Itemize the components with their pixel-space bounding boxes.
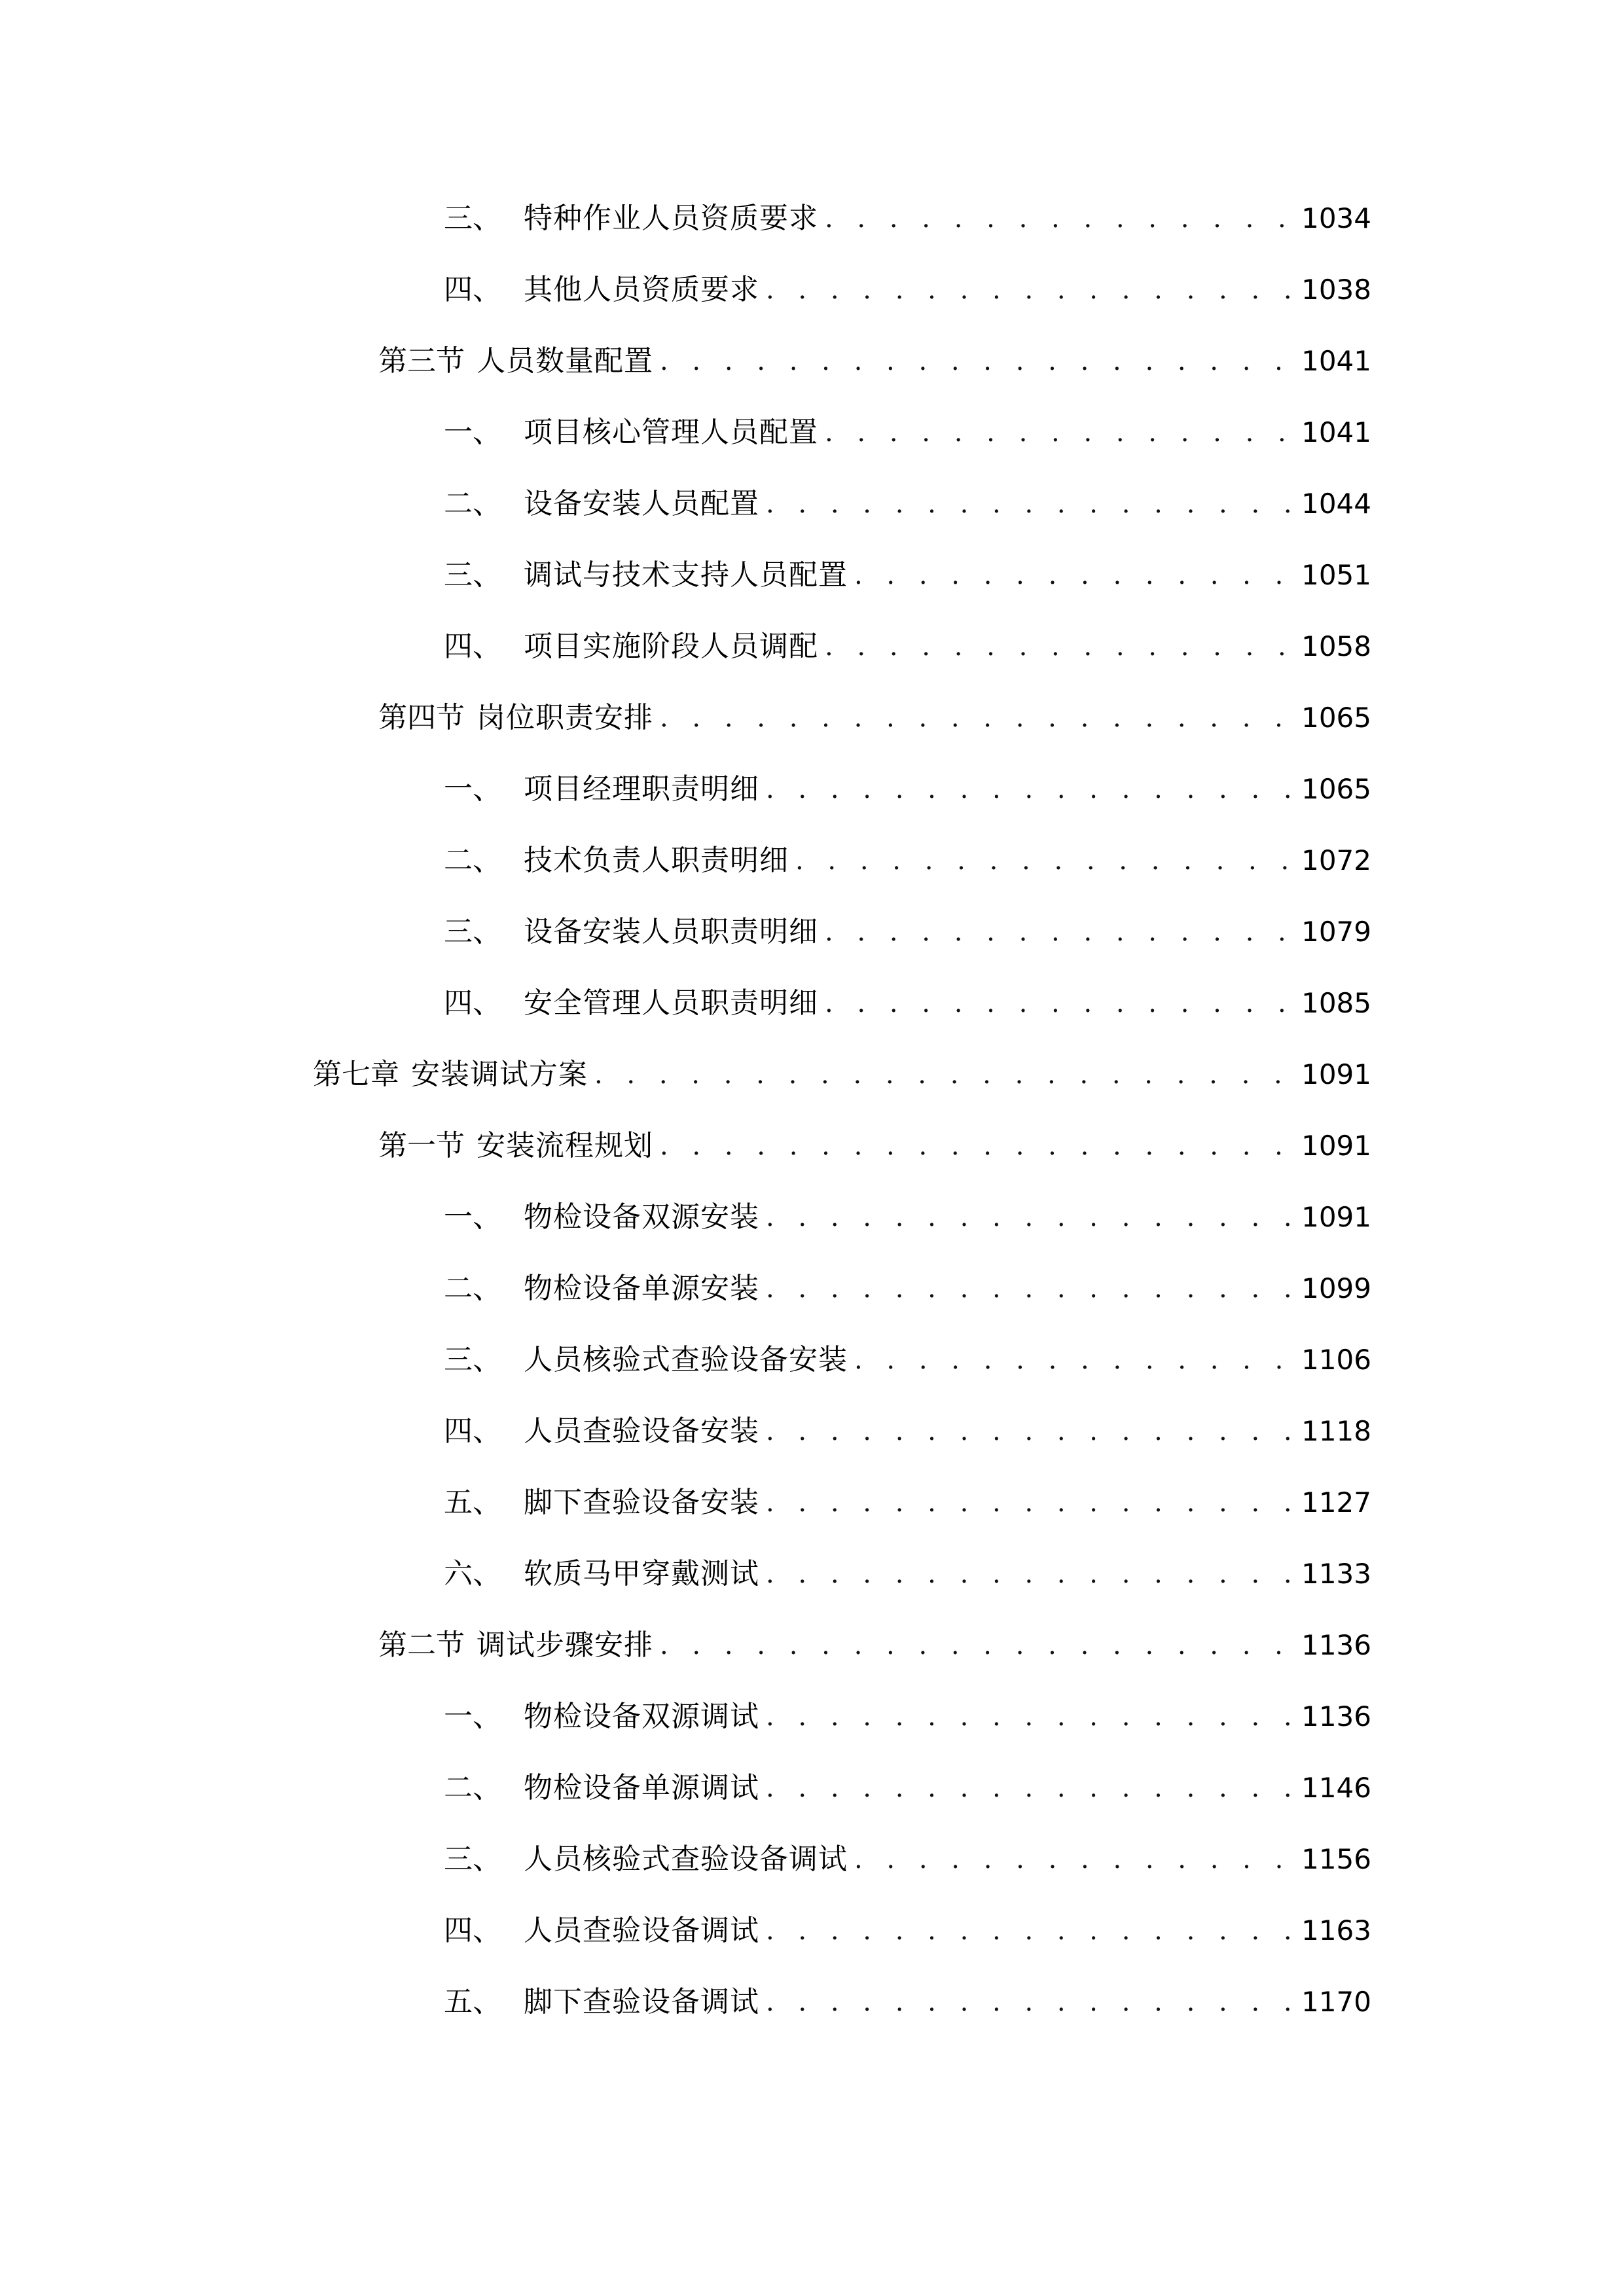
toc-entry-number: 四、 <box>444 273 501 306</box>
toc-entry-number: 三、 <box>444 915 501 948</box>
toc-entry-title: 设备安装人员职责明细 <box>524 915 818 948</box>
toc-entry-page: 1163 <box>1301 1914 1371 1946</box>
toc-entry[interactable] <box>444 1979 1371 2025</box>
toc-entry-number: 二、 <box>444 487 501 520</box>
toc-entry-number: 五、 <box>444 1985 501 2018</box>
dot-leader <box>766 1908 1292 1954</box>
toc-entry-title: 安装调试方案 <box>411 1058 588 1091</box>
toc-entry-title: 软质马甲穿戴测试 <box>524 1557 759 1590</box>
toc-entry-page: 1091 <box>1301 1058 1371 1090</box>
toc-entry-number: 第四节 <box>378 701 465 734</box>
toc-entry-page: 1133 <box>1301 1558 1371 1590</box>
dot-leader <box>825 196 1292 242</box>
toc-entry[interactable] <box>444 1551 1371 1597</box>
dot-leader <box>766 1408 1292 1454</box>
dot-leader <box>766 1266 1292 1312</box>
dot-leader <box>660 338 1292 384</box>
toc-entry[interactable] <box>444 1337 1371 1383</box>
dot-leader <box>766 1480 1292 1526</box>
toc-entry-page: 1034 <box>1301 202 1371 234</box>
toc-entry[interactable] <box>378 695 1371 741</box>
toc-entry-page: 1072 <box>1301 844 1371 876</box>
toc-entry-page: 1136 <box>1301 1629 1371 1661</box>
toc-entry[interactable] <box>444 1837 1371 1882</box>
toc-entry-number: 第一节 <box>378 1129 465 1162</box>
toc-entry-page: 1136 <box>1301 1700 1371 1732</box>
toc-entry[interactable] <box>444 1266 1371 1312</box>
toc-entry-page: 1099 <box>1301 1272 1371 1304</box>
toc-entry-title: 安装流程规划 <box>477 1129 653 1162</box>
toc-entry-page: 1041 <box>1301 416 1371 448</box>
dot-leader <box>825 410 1292 456</box>
toc-entry-number: 一、 <box>444 1700 501 1733</box>
toc-entry-title: 安全管理人员职责明细 <box>524 986 818 1020</box>
toc-entry[interactable] <box>444 552 1371 598</box>
toc-entry[interactable] <box>444 1908 1371 1954</box>
toc-entry-title: 特种作业人员资质要求 <box>524 202 818 235</box>
toc-entry[interactable] <box>444 1194 1371 1240</box>
toc-entry-page: 1170 <box>1301 1986 1371 2018</box>
toc-entry-title: 人员核验式查验设备调试 <box>524 1842 848 1876</box>
toc-entry-title: 物检设备双源调试 <box>524 1700 759 1733</box>
dot-leader <box>766 481 1292 527</box>
toc-entry-page: 1065 <box>1301 773 1371 805</box>
toc-entry[interactable] <box>444 1694 1371 1740</box>
toc-entry-page: 1038 <box>1301 274 1371 306</box>
toc-entry-number: 三、 <box>444 1343 501 1376</box>
toc-entry-page: 1118 <box>1301 1415 1371 1447</box>
toc-entry[interactable] <box>444 838 1371 884</box>
dot-leader <box>594 1052 1292 1098</box>
toc-entry-number: 四、 <box>444 1414 501 1448</box>
toc-entry[interactable] <box>444 1480 1371 1526</box>
toc-entry[interactable] <box>444 267 1371 313</box>
toc-entry-page: 1156 <box>1301 1843 1371 1875</box>
toc-entry-number: 四、 <box>444 986 501 1020</box>
dot-leader <box>854 552 1292 598</box>
toc-entry-page: 1044 <box>1301 488 1371 520</box>
toc-entry-page: 1079 <box>1301 916 1371 948</box>
toc-entry-number: 六、 <box>444 1557 501 1590</box>
toc-entry[interactable] <box>444 624 1371 670</box>
dot-leader <box>766 1194 1292 1240</box>
toc-entry-number: 第七章 <box>313 1058 399 1091</box>
toc-entry-title: 其他人员资质要求 <box>524 273 759 306</box>
toc-entry-number: 四、 <box>444 1914 501 1947</box>
toc-entry-number: 二、 <box>444 844 501 877</box>
dot-leader <box>660 695 1292 741</box>
toc-entry-page: 1065 <box>1301 702 1371 734</box>
dot-leader <box>766 1765 1292 1811</box>
toc-entry[interactable] <box>444 1765 1371 1811</box>
dot-leader <box>766 766 1292 812</box>
toc-entry[interactable] <box>378 338 1371 384</box>
toc-entry[interactable] <box>378 1623 1371 1668</box>
toc-entry-number: 二、 <box>444 1771 501 1804</box>
dot-leader <box>766 267 1292 313</box>
dot-leader <box>825 980 1292 1026</box>
toc-entry[interactable] <box>444 410 1371 456</box>
toc-entry-number: 五、 <box>444 1486 501 1519</box>
toc-entry-number: 三、 <box>444 558 501 592</box>
toc-entry-title: 脚下查验设备调试 <box>524 1985 759 2018</box>
toc-entry-title: 调试步骤安排 <box>477 1628 653 1662</box>
dot-leader <box>766 1551 1292 1597</box>
toc-entry-title: 项目经理职责明细 <box>524 772 759 806</box>
toc-entry-title: 设备安装人员配置 <box>524 487 759 520</box>
toc-entry[interactable] <box>444 980 1371 1026</box>
toc-entry-title: 调试与技术支持人员配置 <box>524 558 848 592</box>
toc-entry-title: 人员查验设备调试 <box>524 1914 759 1947</box>
toc-entry-number: 四、 <box>444 630 501 663</box>
toc-entry-page: 1091 <box>1301 1130 1371 1162</box>
dot-leader <box>825 909 1292 955</box>
dot-leader <box>766 1694 1292 1740</box>
toc-entry[interactable] <box>444 481 1371 527</box>
toc-entry-title: 物检设备单源调试 <box>524 1771 759 1804</box>
toc-entry-number: 一、 <box>444 772 501 806</box>
toc-entry-page: 1041 <box>1301 345 1371 377</box>
toc-entry-number: 三、 <box>444 1842 501 1876</box>
toc-entry-number: 一、 <box>444 1200 501 1234</box>
toc-entry-number: 第二节 <box>378 1628 465 1662</box>
toc-entry-title: 项目核心管理人员配置 <box>524 416 818 449</box>
toc-entry-page: 1106 <box>1301 1344 1371 1376</box>
toc-entry[interactable] <box>444 196 1371 242</box>
toc-entry[interactable] <box>444 766 1371 812</box>
toc-entry-title: 物检设备单源安装 <box>524 1272 759 1305</box>
toc-entry-page: 1146 <box>1301 1772 1371 1804</box>
toc-entry-page: 1058 <box>1301 630 1371 662</box>
toc-entry-chapter[interactable] <box>313 1052 1371 1098</box>
dot-leader <box>766 1979 1292 2025</box>
toc-entry[interactable] <box>444 909 1371 955</box>
dot-leader <box>854 1837 1292 1882</box>
toc-entry-title: 脚下查验设备安装 <box>524 1486 759 1519</box>
toc-entry-title: 人员数量配置 <box>477 344 653 378</box>
toc-entry-number: 三、 <box>444 202 501 235</box>
toc-entry-page: 1051 <box>1301 559 1371 591</box>
dot-leader <box>660 1623 1292 1668</box>
toc-entry[interactable] <box>378 1123 1371 1169</box>
toc-entry[interactable] <box>444 1408 1371 1454</box>
toc-entry-title: 岗位职责安排 <box>477 701 653 734</box>
toc-entry-page: 1091 <box>1301 1201 1371 1233</box>
toc-entry-number: 二、 <box>444 1272 501 1305</box>
toc-entry-page: 1085 <box>1301 987 1371 1019</box>
toc-entry-page: 1127 <box>1301 1486 1371 1518</box>
dot-leader <box>825 624 1292 670</box>
toc-entry-title: 物检设备双源安装 <box>524 1200 759 1234</box>
toc-entry-number: 第三节 <box>378 344 465 378</box>
dot-leader <box>660 1123 1292 1169</box>
toc-entry-number: 一、 <box>444 416 501 449</box>
toc-entry-title: 项目实施阶段人员调配 <box>524 630 818 663</box>
dot-leader <box>795 838 1292 884</box>
toc-entry-title: 人员核验式查验设备安装 <box>524 1343 848 1376</box>
toc-entry-title: 技术负责人职责明细 <box>524 844 789 877</box>
dot-leader <box>854 1337 1292 1383</box>
toc-entry-title: 人员查验设备安装 <box>524 1414 759 1448</box>
